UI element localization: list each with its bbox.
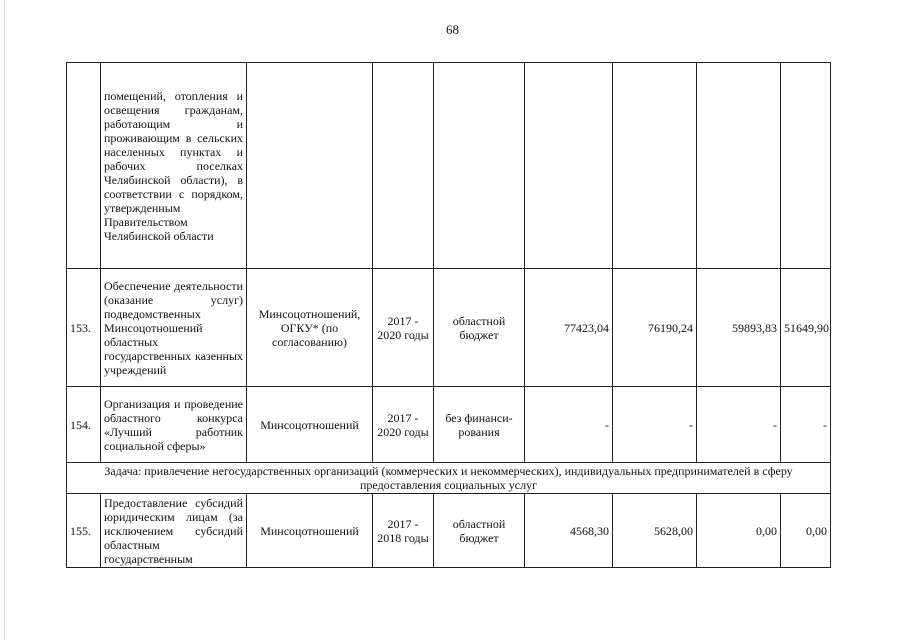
task-row	[67, 463, 831, 494]
page-edge-line	[4, 0, 5, 640]
amount-4: 0,00	[781, 494, 831, 568]
row-number: 154.	[67, 387, 101, 463]
amount-2: -	[613, 387, 697, 463]
amount-3	[697, 63, 781, 269]
amount-3: -	[697, 387, 781, 463]
period: 2017 - 2020 годы	[373, 269, 434, 387]
period: 2017 - 2018 годы	[373, 494, 434, 568]
amount-1: -	[525, 387, 613, 463]
activity-name: помещений, отопления и освещения гражданам, работающим и проживающим в сельских населенных пунктах и рабочих поселках Челябинской области), в соответствии с порядком, утвержденным Правительством Челябинской области	[101, 63, 247, 269]
amount-4	[781, 63, 831, 269]
activity-name: Предоставление субсидий юридическим лицам (за исключением субсидий областным государственным	[101, 494, 247, 568]
table-row	[67, 494, 831, 568]
amount-2	[613, 63, 697, 269]
funding-source: областной бюджет	[434, 269, 525, 387]
executor: Минсоцотношений, ОГКУ* (по согласованию)	[247, 269, 373, 387]
executor: Минсоцотношений	[247, 387, 373, 463]
amount-3: 0,00	[697, 494, 781, 568]
amount-1	[525, 63, 613, 269]
executor	[247, 63, 373, 269]
amount-1: 4568,30	[525, 494, 613, 568]
row-number	[67, 63, 101, 269]
amount-2: 76190,24	[613, 269, 697, 387]
funding-source	[434, 63, 525, 269]
activity-name: Организация и проведение областного конкурса «Лучший работник социальной сферы»	[101, 387, 247, 463]
executor: Минсоцотношений	[247, 494, 373, 568]
table-row	[67, 269, 831, 387]
row-number: 155.	[67, 494, 101, 568]
period: 2017 - 2020 годы	[373, 387, 434, 463]
amount-1: 77423,04	[525, 269, 613, 387]
amount-4: -	[781, 387, 831, 463]
program-activities-table	[66, 62, 831, 568]
period	[373, 63, 434, 269]
amount-2: 5628,00	[613, 494, 697, 568]
funding-source: без финанси-рования	[434, 387, 525, 463]
table-row	[67, 63, 831, 269]
page-number: 68	[446, 22, 459, 37]
task-heading: Задача: привлечение негосударственных организаций (коммерческих и некоммерческих), индивидуальных предпринимателей в сферу предоставления социальных услуг	[67, 463, 831, 494]
table-row	[67, 387, 831, 463]
activity-name: Обеспечение деятельности (оказание услуг) подведомственных Минсоцотношений областных государственных казенных учреждений	[101, 269, 247, 387]
funding-source: областной бюджет	[434, 494, 525, 568]
amount-3: 59893,83	[697, 269, 781, 387]
row-number: 153.	[67, 269, 101, 387]
amount-4: 51649,90	[781, 269, 831, 387]
